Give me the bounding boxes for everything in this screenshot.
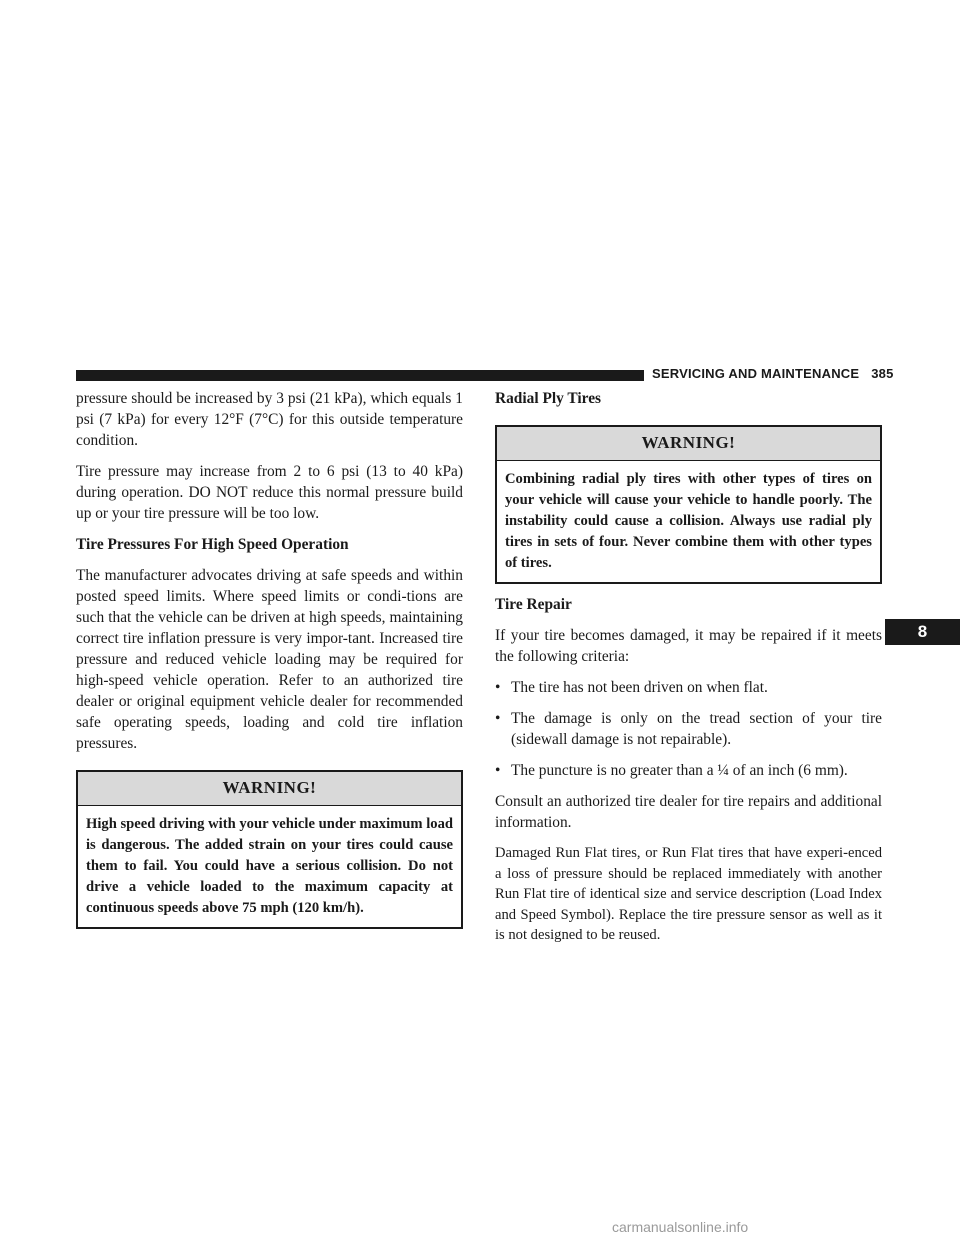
- left-column: [76, 388, 463, 939]
- page-number: 385: [871, 366, 894, 381]
- section-heading: Tire Repair: [495, 596, 572, 613]
- list-item: [495, 760, 882, 781]
- warning-text: High speed driving with your vehicle under maximum load is dangerous. The added strain on your tires could cause them to fail. You could have a serious collision. Do not drive a vehicle loaded to the maximum capacity at continuous speeds above 75 mph (120 km/h).: [86, 816, 453, 916]
- bullet-icon: •: [495, 679, 501, 696]
- warning-text: Combining radial ply tires with other types of tires on your vehicle will cause your vehicle to handle poorly. The instability could cause a collision. Always use radial ply tires in sets of four. Never combine them with other types of tires.: [505, 471, 872, 571]
- watermark: carmanualsonline.info: [612, 1219, 749, 1235]
- warning-box: [76, 770, 463, 929]
- section-heading: Tire Pressures For High Speed Operation: [76, 536, 349, 553]
- warning-title: WARNING!: [497, 427, 880, 461]
- paragraph: pressure should be increased by 3 psi (21 kPa), which equals 1 psi (7 kPa) for every 12°F (7°C) for this outside temperature condition.: [76, 390, 463, 449]
- section-heading: Radial Ply Tires: [495, 390, 602, 407]
- paragraph: If your tire becomes damaged, it may be repaired if it meets the following criteria:: [495, 627, 882, 665]
- section-title: SERVICING AND MAINTENANCE: [652, 366, 860, 381]
- paragraph: The manufacturer advocates driving at safe speeds and within posted speed limits. Where speed limits or condi-tions are such that the vehicle can be driven at high speeds, maintaining correct tire inflation pressure is very impor-tant. Increased tire pressure and reduced vehicle loading may be required for high-speed vehicle operation. Refer to an authorized tire dealer or original equipment vehicle dealer for recommended safe operating speeds, loading and cold tire inflation pressures.: [76, 567, 463, 752]
- warning-title: WARNING!: [78, 772, 461, 806]
- list-item-text: The damage is only on the tread section of your tire (sidewall damage is not repairable).: [511, 710, 882, 748]
- paragraph: Damaged Run Flat tires, or Run Flat tires that have experi-enced a loss of pressure should be replaced immediately with another Run Flat tire of identical size and service description (Load Index and Speed Symbol). Replace the tire pressure sensor as well as it is not designed to be reused.: [495, 845, 882, 943]
- list-item-text: The tire has not been driven on when flat.: [511, 679, 768, 696]
- right-column: [495, 388, 882, 956]
- list-item-text: The puncture is no greater than a ¼ of an inch (6 mm).: [511, 762, 848, 779]
- header-rule: [76, 370, 644, 381]
- running-header: [652, 366, 894, 381]
- warning-box: [495, 425, 882, 584]
- bullet-icon: •: [495, 710, 501, 727]
- paragraph: Tire pressure may increase from 2 to 6 psi (13 to 40 kPa) during operation. DO NOT reduce this normal pressure build up or your tire pressure will be too low.: [76, 463, 463, 522]
- paragraph: Consult an authorized tire dealer for tire repairs and additional information.: [495, 793, 882, 831]
- chapter-tab: 8: [885, 619, 960, 645]
- list-item: [495, 708, 882, 750]
- bullet-icon: •: [495, 762, 501, 779]
- list-item: [495, 677, 882, 698]
- criteria-list: [495, 677, 882, 781]
